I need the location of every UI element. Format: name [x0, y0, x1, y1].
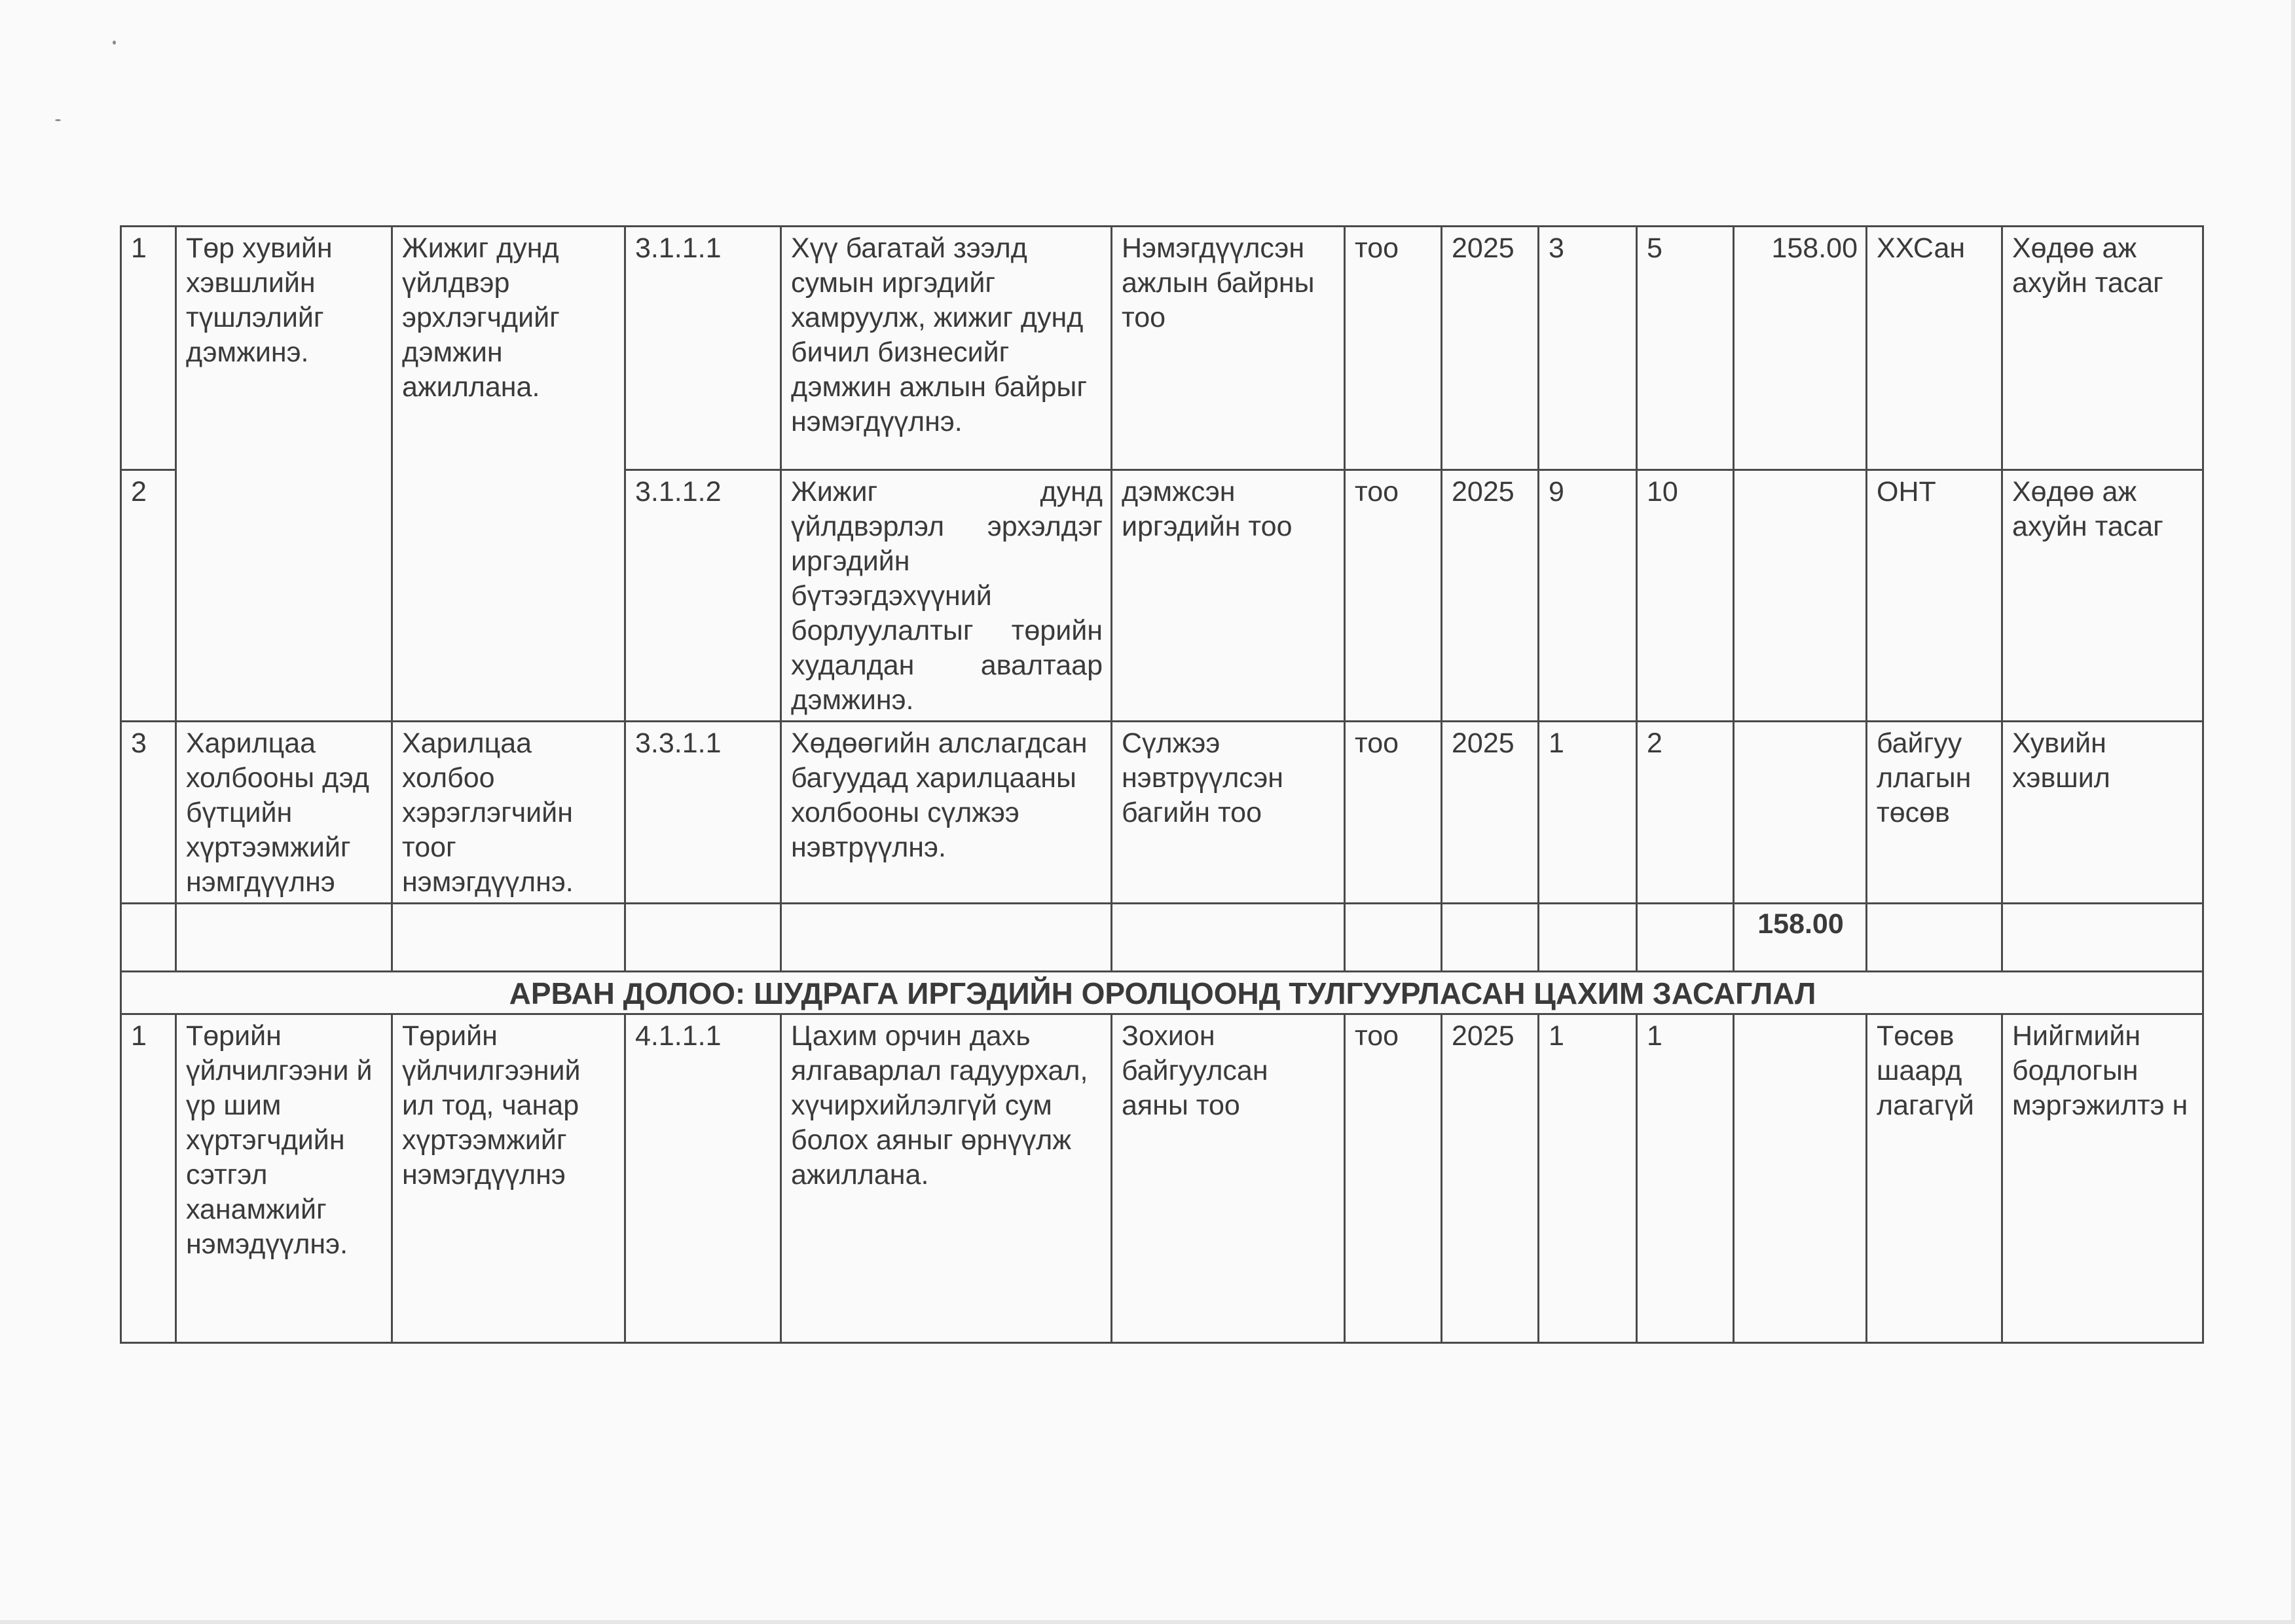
funding-source-cell: Төсөв шаард лагагүй: [1867, 1014, 2002, 1343]
empty-cell: [1867, 904, 2002, 972]
row-number: 1: [121, 227, 176, 470]
empty-cell: [392, 904, 625, 972]
target-cell: 2: [1637, 722, 1734, 904]
activity-cell: Хүү багатай зээлд сумын иргэдийг хамруулж, жижиг дунд бичил бизнесийг дэмжин ажлын байрыг нэмэгдүүлнэ.: [781, 227, 1112, 470]
responsible-cell: Хөдөө аж ахуйн тасаг: [2002, 470, 2203, 722]
page-edge: [0, 1620, 2295, 1624]
target-cell: 1: [1637, 1014, 1734, 1343]
activity-cell: Жижиг дунд үйлдвэрлэл эрхэлдэг иргэдийн бүтээгдэхүүний борлуулалтыг төрийн худалдан авалтаар дэмжинэ.: [781, 470, 1112, 722]
baseline-cell: 1: [1539, 1014, 1637, 1343]
baseline-cell: 9: [1539, 470, 1637, 722]
target-cell: 5: [1637, 227, 1734, 470]
indicator-cell: Нэмэгдүүлсэн ажлын байрны тоо: [1112, 227, 1345, 470]
empty-cell: [1637, 904, 1734, 972]
table-row: [121, 1014, 2203, 1343]
page-edge: [2291, 0, 2295, 1624]
objective-cell: Харилцаа холбоо хэрэглэгчийн тоог нэмэгдүүлнэ.: [392, 722, 625, 904]
year-cell: 2025: [1442, 227, 1539, 470]
empty-cell: [625, 904, 781, 972]
indicator-cell: дэмжсэн иргэдийн тоо: [1112, 470, 1345, 722]
empty-cell: [781, 904, 1112, 972]
activity-cell: Цахим орчин дахь ялгаварлал гадуурхал, хүчирхийлэлгүй сум болох аяныг өрнүүлж ажиллана.: [781, 1014, 1112, 1343]
scan-speck: [55, 119, 61, 121]
section-header-row: [121, 972, 2203, 1014]
year-cell: 2025: [1442, 1014, 1539, 1343]
table-row: [121, 227, 2203, 470]
empty-cell: [176, 904, 392, 972]
budget-total: 158.00: [1734, 904, 1867, 972]
empty-cell: [121, 904, 176, 972]
table-row: [121, 722, 2203, 904]
scan-speck: [113, 41, 116, 45]
empty-cell: [1442, 904, 1539, 972]
total-row: [121, 904, 2203, 972]
baseline-cell: 1: [1539, 722, 1637, 904]
goal-cell: Төр хувийн хэвшлийн түшлэлийг дэмжинэ.: [176, 227, 392, 722]
year-cell: 2025: [1442, 470, 1539, 722]
row-number: 1: [121, 1014, 176, 1343]
funding-source-cell: ХХСан: [1867, 227, 2002, 470]
goal-cell: Харилцаа холбооны дэд бүтцийн хүртээмжийг нэмгдүүлнэ: [176, 722, 392, 904]
responsible-cell: Хувийн хэвшил: [2002, 722, 2203, 904]
activity-cell: Хөдөөгийн алслагдсан багуудад харилцааны холбооны сүлжээ нэвтрүүлнэ.: [781, 722, 1112, 904]
indicator-cell: Зохион байгуулсан аяны тоо: [1112, 1014, 1345, 1343]
responsible-cell: Хөдөө аж ахуйн тасаг: [2002, 227, 2203, 470]
empty-cell: [1539, 904, 1637, 972]
unit-cell: тоо: [1345, 470, 1442, 722]
budget-cell: [1734, 1014, 1867, 1343]
budget-cell: [1734, 470, 1867, 722]
baseline-cell: 3: [1539, 227, 1637, 470]
indicator-cell: Сүлжээ нэвтрүүлсэн багийн тоо: [1112, 722, 1345, 904]
responsible-cell: Нийгмийн бодлогын мэргэжилтэ н: [2002, 1014, 2203, 1343]
target-cell: 10: [1637, 470, 1734, 722]
empty-cell: [1345, 904, 1442, 972]
action-plan-table: [120, 225, 2204, 1344]
unit-cell: тоо: [1345, 227, 1442, 470]
activity-code: 3.1.1.2: [625, 470, 781, 722]
activity-code: 3.3.1.1: [625, 722, 781, 904]
empty-cell: [2002, 904, 2203, 972]
objective-cell: Жижиг дунд үйлдвэр эрхлэгчдийг дэмжин ажиллана.: [392, 227, 625, 722]
funding-source-cell: байгуу ллагын төсөв: [1867, 722, 2002, 904]
section-title: АРВАН ДОЛОО: ШУДРАГА ИРГЭДИЙН ОРОЛЦООНД ТУЛГУУРЛАСАН ЦАХИМ ЗАСАГЛАЛ: [121, 972, 2203, 1014]
activity-code: 4.1.1.1: [625, 1014, 781, 1343]
funding-source-cell: ОНТ: [1867, 470, 2002, 722]
budget-cell: [1734, 722, 1867, 904]
budget-cell: 158.00: [1734, 227, 1867, 470]
year-cell: 2025: [1442, 722, 1539, 904]
activity-code: 3.1.1.1: [625, 227, 781, 470]
objective-cell: Төрийн үйлчилгээний ил тод, чанар хүртээмжийг нэмэгдүүлнэ: [392, 1014, 625, 1343]
row-number: 2: [121, 470, 176, 722]
unit-cell: тоо: [1345, 1014, 1442, 1343]
row-number: 3: [121, 722, 176, 904]
empty-cell: [1112, 904, 1345, 972]
unit-cell: тоо: [1345, 722, 1442, 904]
goal-cell: Төрийн үйлчилгээни й үр шим хүртэгчдийн сэтгэл ханамжийг нэмэдүүлнэ.: [176, 1014, 392, 1343]
